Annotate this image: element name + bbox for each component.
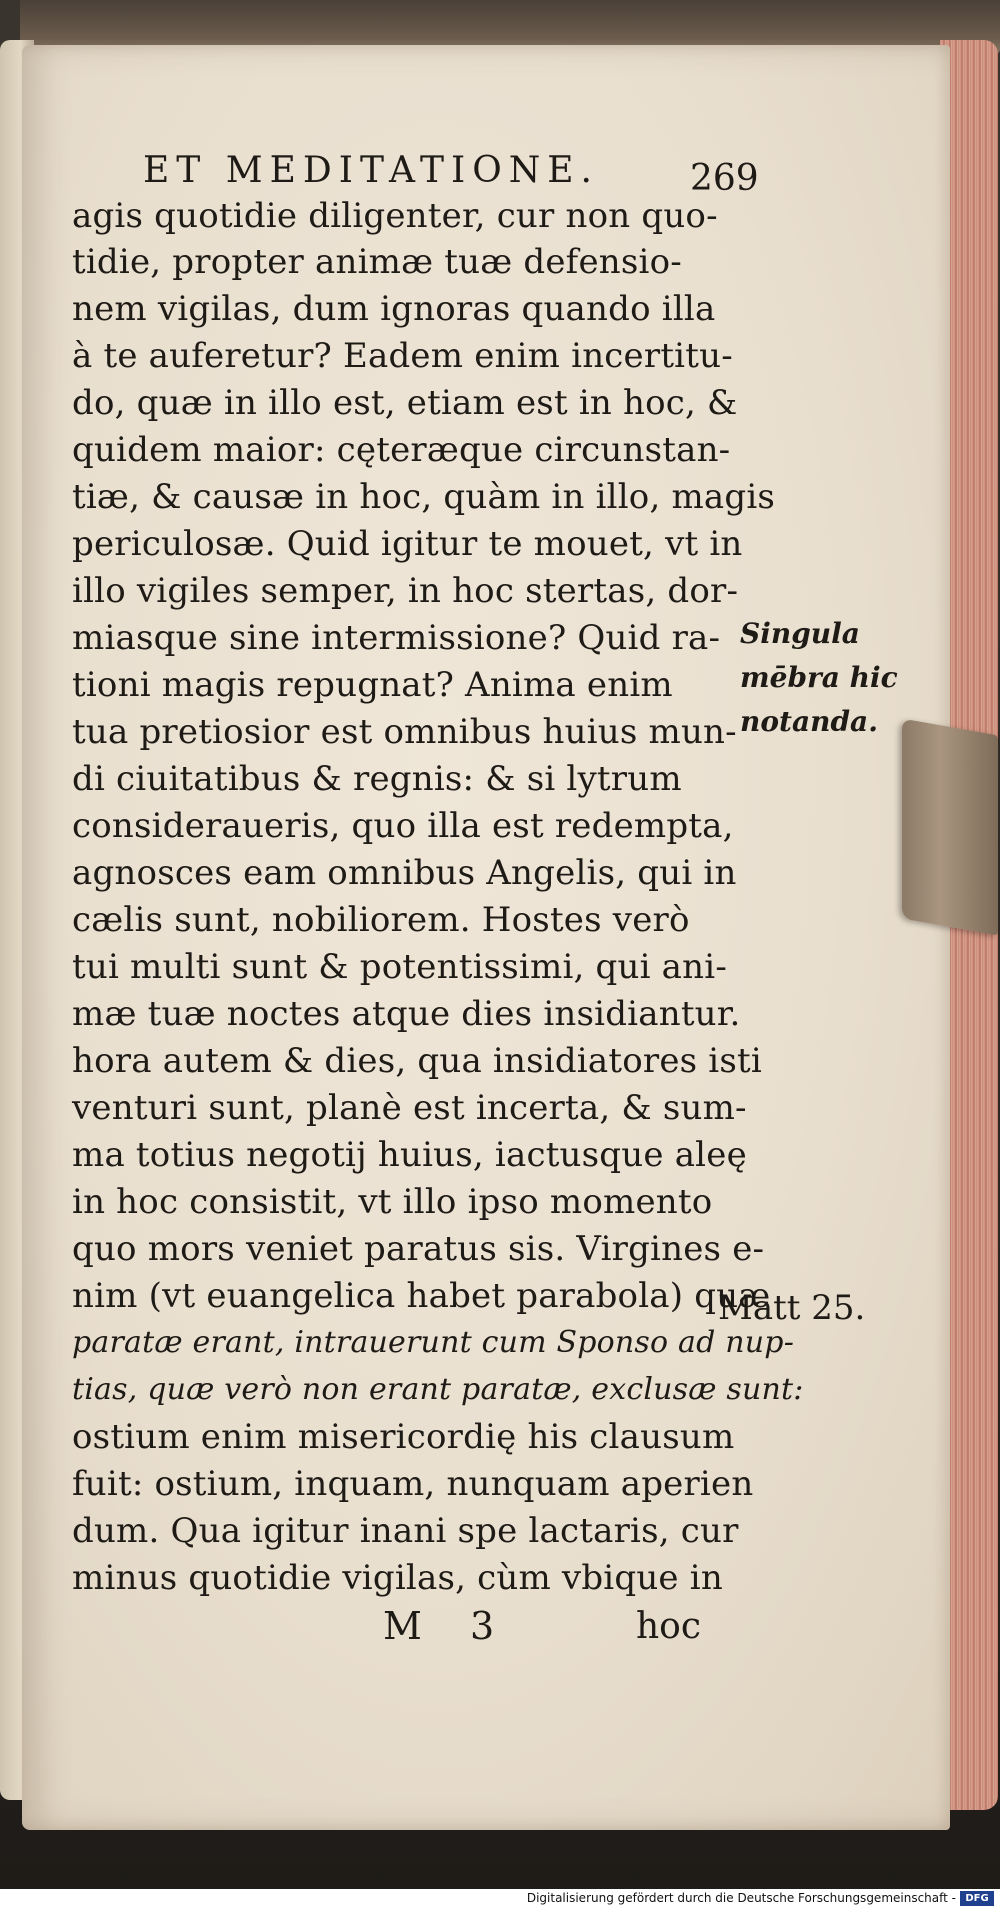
text-line: cælis sunt, nobiliorem. Hostes verò: [72, 900, 690, 940]
text-line: consideraueris, quo illa est redempta,: [72, 806, 734, 846]
text-line: periculosæ. Quid igitur te mouet, vt in: [72, 524, 743, 564]
text-line: tioni magis repugnat? Anima enim: [72, 665, 673, 705]
running-header: ET MEDITATIONE.: [143, 150, 599, 191]
text-line: quo mors veniet paratus sis. Virgines e-: [72, 1229, 765, 1269]
text-line: quidem maior: cęteræque circunstan-: [72, 430, 731, 470]
catchword: hoc: [636, 1606, 702, 1647]
text-line: illo vigiles semper, in hoc stertas, dor-: [72, 571, 739, 611]
margin-scripture-reference: Matt 25.: [718, 1288, 866, 1328]
text-line: à te auferetur? Eadem enim incertitu-: [72, 336, 733, 376]
text-line-italic: paratæ erant, intrauerunt cum Sponso ad nup-: [72, 1325, 795, 1360]
text-line: in hoc consistit, vt illo ipso momento: [72, 1182, 713, 1222]
margin-note-line: mēbra hic: [740, 661, 898, 694]
text-line: fuit: ostium, inquam, nunquam aperien: [72, 1464, 754, 1504]
text-line: agnosces eam omnibus Angelis, qui in: [72, 853, 737, 893]
text-line: nem vigilas, dum ignoras quando illa: [72, 289, 716, 329]
text-line: venturi sunt, planè est incerta, & sum-: [72, 1088, 747, 1128]
text-line: miasque sine intermissione? Quid ra-: [72, 618, 721, 658]
margin-note-line: Singula: [740, 617, 860, 650]
margin-note-line: notanda.: [740, 705, 878, 738]
footer-credit: Digitalisierung gefördert durch die Deutsche Forschungsgemeinschaft -: [526, 1891, 956, 1905]
signature-mark: M 3: [383, 1604, 513, 1648]
text-line: ma totius negotij huius, iactusque aleę: [72, 1135, 747, 1175]
text-line: di ciuitatibus & regnis: & si lytrum: [72, 759, 682, 799]
text-line: hora autem & dies, qua insidiatores isti: [72, 1041, 762, 1081]
text-line: tui multi sunt & potentissimi, qui ani-: [72, 947, 728, 987]
text-line: dum. Qua igitur inani spe lactaris, cur: [72, 1511, 739, 1551]
text-line: minus quotidie vigilas, cùm vbique in: [72, 1558, 723, 1598]
text-line: do, quæ in illo est, etiam est in hoc, &: [72, 383, 738, 423]
page-number: 269: [690, 158, 759, 199]
text-line: nim (vt euangelica habet parabola) quæ: [72, 1276, 771, 1316]
text-line: tua pretiosior est omnibus huius mun-: [72, 712, 737, 752]
text-line: ostium enim misericordię his clausum: [72, 1417, 735, 1457]
text-line-italic: tias, quæ verò non erant paratæ, exclusæ sunt:: [72, 1372, 804, 1407]
text-line: tidie, propter animæ tuæ defensio-: [72, 242, 682, 282]
text-line: mæ tuæ noctes atque dies insidiantur.: [72, 994, 741, 1034]
text-line: agis quotidie diligenter, cur non quo-: [72, 196, 718, 236]
dfg-logo-icon: DFG: [960, 1891, 994, 1906]
text-line: tiæ, & causæ in hoc, quàm in illo, magis: [72, 477, 776, 517]
